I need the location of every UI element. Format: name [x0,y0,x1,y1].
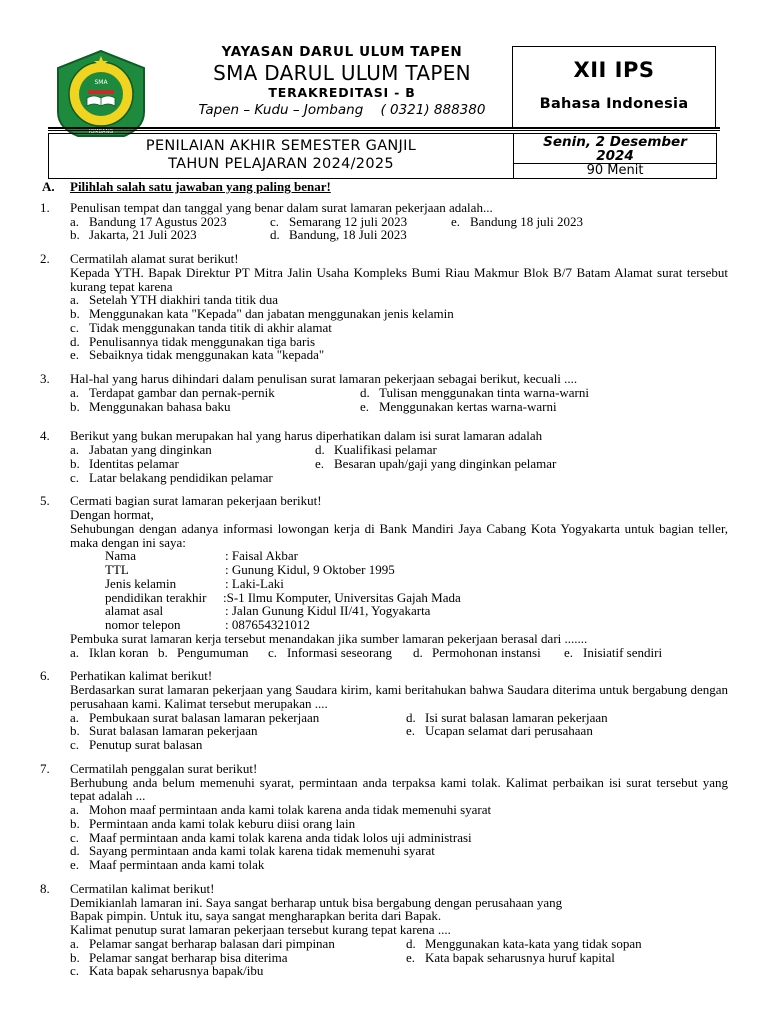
option-b[interactable]: b. Identitas pelamar [70,455,179,471]
exam-date [514,134,716,164]
option-e[interactable]: e. Ucapan selamat dari perusahaan [406,723,593,739]
question-text: Berikut yang bukan merupakan hal yang harus diperhatikan dalam isi surat lamaran adalah [70,428,543,444]
option-e[interactable]: e. Maaf permintaan anda kami tolak [70,857,265,872]
question-passage: Kepada YTH. Bapak Direktur PT Mitra Jalin Usaha Kompleks Bumi Riau Makmur Blok B/7 Batam Alamat surat tersebut kurang tepat karena [70,264,728,294]
question-text: Hal-hal yang harus dihindari dalam penulisan surat lamaran pekerjaan sebagai berikut, kecuali .... [70,371,578,386]
option-d[interactable]: d. Bandung, 18 Juli 2023 [270,227,407,243]
biodata-row: TTL : Gunung Kidul, 9 Oktober 1995 [105,562,395,577]
question-number: 1. [40,199,50,215]
option-c[interactable]: c. Maaf permintaan anda kami tolak karena anda tidak lolos uji administrasi [70,829,472,845]
exam-date-line2: 2024 [596,148,634,164]
question-text: Cermatilah alamat surat berikut! [70,251,239,266]
answer-options [70,711,728,752]
option-d[interactable]: d. Tulisan menggunakan tinta warna-warni [360,384,589,400]
passage-line: Kalimat penutup surat lamaran pekerjaan tersebut kurang tepat karena .... [70,922,451,937]
option-e[interactable]: e. Sebaiknya tidak menggunakan kata "kepada" [70,347,325,363]
passage-line: Demikianlah lamaran ini. Saya sangat berharap untuk bisa bergabung dengan perusahaan yang [70,894,563,910]
option-c[interactable]: c. Informasi seseorang [268,644,393,660]
question-prompt: Pembuka surat lamaran kerja tersebut menandakan jika sumber lamaran pekerjaan berasal dari ....... [70,630,588,646]
option-b[interactable]: b. Pengumuman [158,644,249,660]
option-c[interactable]: c. Semarang 12 juli 2023 [270,213,408,229]
answer-options [70,215,728,243]
option-b[interactable]: b. Menggunakan bahasa baku [70,398,231,414]
biodata-row: Nama : Faisal Akbar [105,548,298,564]
biodata-row: pendidikan terakhir :S-1 Ilmu Komputer, Universitas Gajah Mada [105,589,461,605]
question-6 [40,669,728,752]
option-d[interactable]: d. Isi surat balasan lamaran pekerjaan [406,709,608,725]
exam-title-line1: PENILAIAN AKHIR SEMESTER GANJIL [145,138,417,154]
question-4 [40,429,728,484]
school-header [172,44,512,120]
option-d[interactable]: d. Menggunakan kata-kata yang tidak sopan [406,935,642,951]
biodata-row: alamat asal : Jalan Gunung Kidul II/41, Yogyakarta [105,603,431,619]
biodata-row: nomor telepon : 087654321012 [105,617,310,632]
logo-top-text: SMA [94,79,108,86]
question-5 [40,494,728,659]
option-a[interactable]: a. Bandung 17 Agustus 2023 [70,213,227,229]
question-number: 7. [40,760,50,776]
biodata-row: Jenis kelamin : Laki-Laki [105,575,284,591]
option-d[interactable]: d. Permohonan instansi [413,644,541,660]
question-text: Cermatilan kalimat berikut! [70,880,215,896]
option-d[interactable]: d. Sayang permintaan anda kami tolak karena tidak memenuhi syarat [70,843,435,859]
question-passage: Berdasarkan surat lamaran pekerjaan yang Saudara kirim, kami beritahukan bahwa Saudara diterima untuk bergabung dengan perusahaan kami. Kalimat tersebut merupakan .... [70,682,728,711]
question-2 [40,252,728,362]
passage-line: Bapak pimpin. Untuk itu, saya sangat mengharapkan berita dari Bapak. [70,908,442,924]
option-c[interactable]: c. Penutup surat balasan [70,737,203,752]
option-e[interactable]: e. Kata bapak seharusnya huruf kapital [406,949,615,965]
question-text: Penulisan tempat dan tanggal yang benar dalam surat lamaran pekerjaan adalah... [70,199,493,215]
question-list [40,180,728,988]
answer-options [70,293,728,362]
option-d[interactable]: d. Penulisannya tidak menggunakan tiga baris [70,333,316,349]
option-b[interactable]: b. Jakarta, 21 Juli 2023 [70,227,197,243]
question-3 [40,372,728,413]
option-a[interactable]: a. Pelamar sangat berharap balasan dari pimpinan [70,935,335,951]
answer-options [70,803,728,872]
question-number: 5. [40,493,50,509]
option-d[interactable]: d. Kualifikasi pelamar [315,442,437,457]
option-b[interactable]: b. Surat balasan lamaran pekerjaan [70,723,258,739]
passage-line: Sehubungan dengan adanya informasi lowongan kerja di Bank Mandiri Jaya Cabang Kota Yogyakarta untuk bagian teller, maka dengan ini saya: [70,520,728,550]
section-instruction: Pilihlah salah satu jawaban yang paling benar! [70,179,331,194]
school-name: SMA DARUL ULUM TAPEN [213,61,471,85]
option-e[interactable]: e. Besaran upah/gaji yang dinginkan pelamar [315,455,557,471]
question-8 [40,882,728,978]
question-1 [40,201,728,242]
question-number: 6. [40,668,50,684]
question-text: Perhatikan kalimat berikut! [70,668,213,684]
exam-title-line2: TAHUN PELAJARAN 2024/2025 [168,156,394,172]
answer-options [70,443,728,484]
option-c[interactable]: c. Tidak menggunakan tanda titik di akhir alamat [70,319,332,335]
school-address: Tapen – Kudu – Jombang ( 0321) 888380 [198,102,486,118]
class-name: XII IPS [573,58,655,82]
option-e[interactable]: e. Inisiatif sendiri [564,644,663,660]
option-a[interactable]: a. Jabatan yang dinginkan [70,442,212,457]
passage-line: Dengan hormat, [70,507,154,522]
question-text: Cermatilah penggalan surat berikut! [70,760,258,776]
option-a[interactable]: a. Mohon maaf permintaan anda kami tolak karena anda tidak memenuhi syarat [70,802,492,817]
section-number: A. [42,179,55,194]
option-e[interactable]: e. Bandung 18 juli 2023 [451,213,584,229]
exam-meta [513,134,716,178]
exam-info-box [48,133,717,179]
exam-date-line1: Senin, 2 Desember [543,134,687,150]
option-b[interactable]: b. Permintaan anda kami tolak keburu diisi orang lain [70,815,356,831]
question-passage: Berhubung anda belum memenuhi syarat, permintaan anda terpaksa kami tolak. Kalimat perbaikan isi surat tersebut yang tepat adalah ... [70,774,728,804]
accreditation: TERAKREDITASI - B [268,85,416,100]
option-b[interactable]: b. Pelamar sangat berharap bisa diterima [70,949,288,965]
option-a[interactable]: a. Iklan koran [70,644,149,660]
question-number: 4. [40,428,50,444]
section-heading [40,180,728,194]
applicant-biodata [105,549,728,632]
exam-duration: 90 Menit [586,163,644,178]
logo-bottom-text: JOMBANG [88,129,114,135]
question-number: 8. [40,880,50,896]
option-b[interactable]: b. Menggunakan kata "Kepada" dan jabatan menggunakan jenis kelamin [70,306,454,321]
option-a[interactable]: a. Pembukaan surat balasan lamaran pekerjaan [70,709,320,725]
option-a[interactable]: a. Terdapat gambar dan pernak-pernik [70,384,275,400]
question-number: 2. [40,251,50,266]
question-number: 3. [40,371,50,386]
header-divider [48,127,720,129]
header-divider-thin [48,130,720,131]
question-7 [40,762,728,872]
answer-options [70,386,728,414]
class-box [512,46,716,128]
question-text: Cermati bagian surat lamaran pekerjaan berikut! [70,493,322,509]
exam-title [49,134,513,178]
answer-options [70,937,728,978]
option-a[interactable]: a. Setelah YTH diakhiri tanda titik dua [70,292,279,308]
answer-options [70,646,728,660]
option-e[interactable]: e. Menggunakan kertas warna-warni [360,398,557,414]
subject-name: Bahasa Indonesia [539,96,689,112]
option-c[interactable]: c. Kata bapak seharusnya bapak/ibu [70,963,264,979]
foundation-name: YAYASAN DARUL ULUM TAPEN [221,44,463,60]
option-c[interactable]: c. Latar belakang pendidikan pelamar [70,469,273,485]
